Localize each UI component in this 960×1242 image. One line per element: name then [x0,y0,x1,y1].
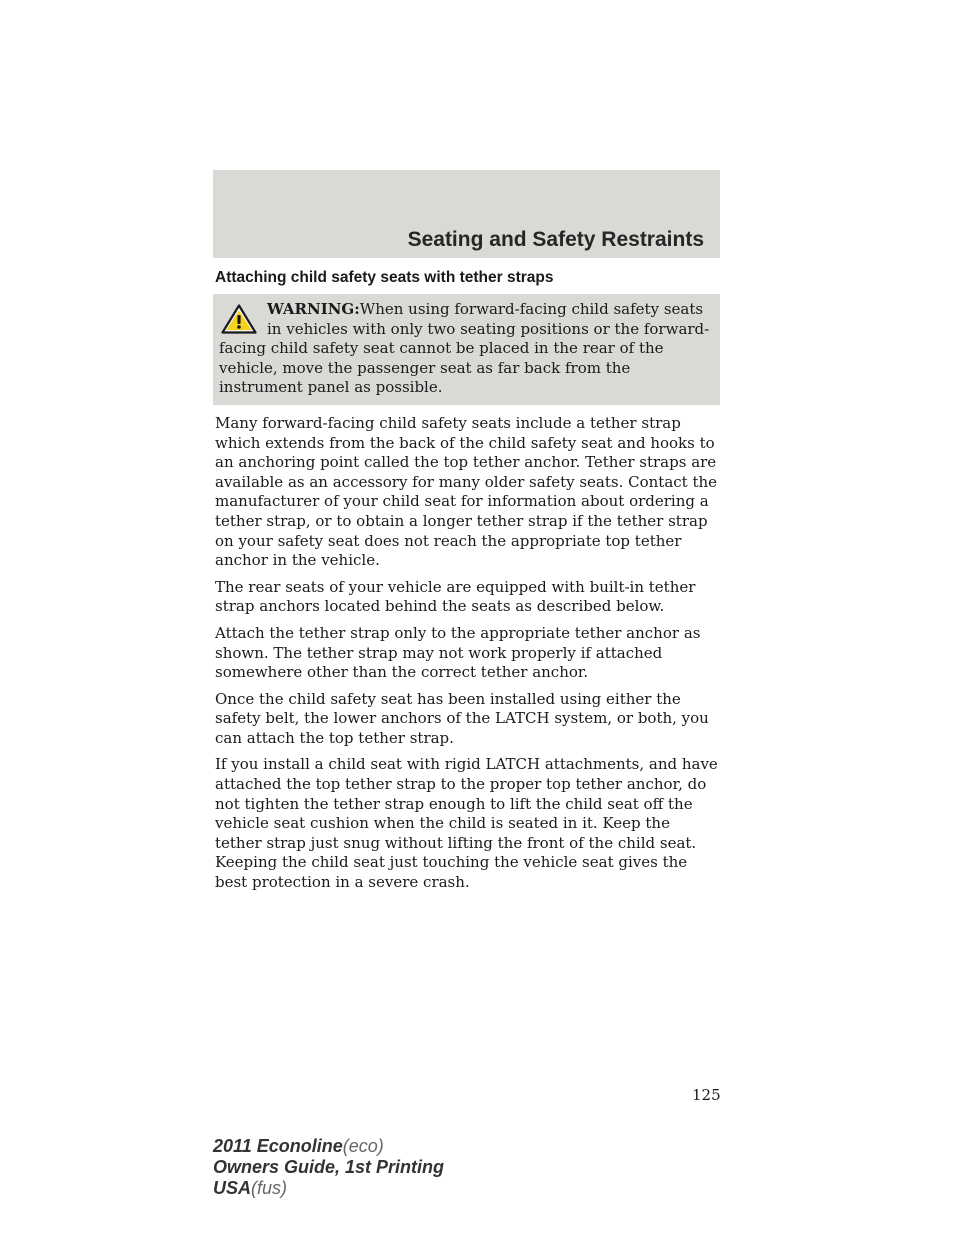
page-number: 125 [692,1086,721,1104]
footer-line-guide [213,1157,444,1178]
warning-text: When using forward-facing child safety seats in vehicles with only two seating positions or the forward-facing child safety seat cannot be placed in the rear of the vehicle, move the passenger seat as far back from the instrument panel as possible. [219,300,710,397]
footer-guide: Owners Guide, 1st Printing [213,1157,445,1177]
footer-market: USA [213,1178,252,1198]
warning-label: WARNING: [267,300,360,318]
warning-box [213,294,720,405]
paragraph: If you install a child seat with rigid LATCH attachments, and have attached the top tether strap to the proper top tether anchor, do not tighten the tether strap enough to lift the child seat off the vehicle seat cushion when the child is seated in it. Keep the tether strap just snug without lifting the front of the child seat. Keeping the child seat just touching the vehicle seat gives the best protection in a severe crash. [215,755,718,892]
paragraph: Attach the tether strap only to the appropriate tether anchor as shown. The tether strap may not work properly if attached somewhere other than the correct tether anchor. [215,623,701,682]
body-text [215,414,720,893]
footer-model: 2011 Econoline [213,1136,343,1156]
footer [213,1136,444,1199]
paragraph: Once the child safety seat has been installed using either the safety belt, the lower anchors of the LATCH system, or both, you can attach the top tether strap. [215,689,709,747]
paragraph: Many forward-facing child safety seats include a tether strap which extends from the back of the child safety seat and hooks to an anchoring point called the top tether anchor. Tether straps are available as an accessory for many older safety seats. Contact the manufacturer of your child seat for information about ordering a tether strap, or to obtain a longer tether strap if the tether strap on your safety seat does not reach the appropriate top tether anchor in the vehicle. [215,413,718,570]
footer-market-code: (fus) [251,1178,288,1198]
page-title: Seating and Safety Restraints [407,228,704,251]
footer-line-market [213,1178,444,1199]
section-heading: Attaching child safety seats with tether straps [215,269,554,286]
footer-line-model [213,1136,444,1157]
paragraph: The rear seats of your vehicle are equipped with built-in tether strap anchors located behind the seats as described below. [215,577,696,616]
page-header [213,170,720,258]
footer-model-code: (eco) [342,1136,384,1156]
page-content [215,268,720,900]
warning-triangle-icon [221,304,257,334]
